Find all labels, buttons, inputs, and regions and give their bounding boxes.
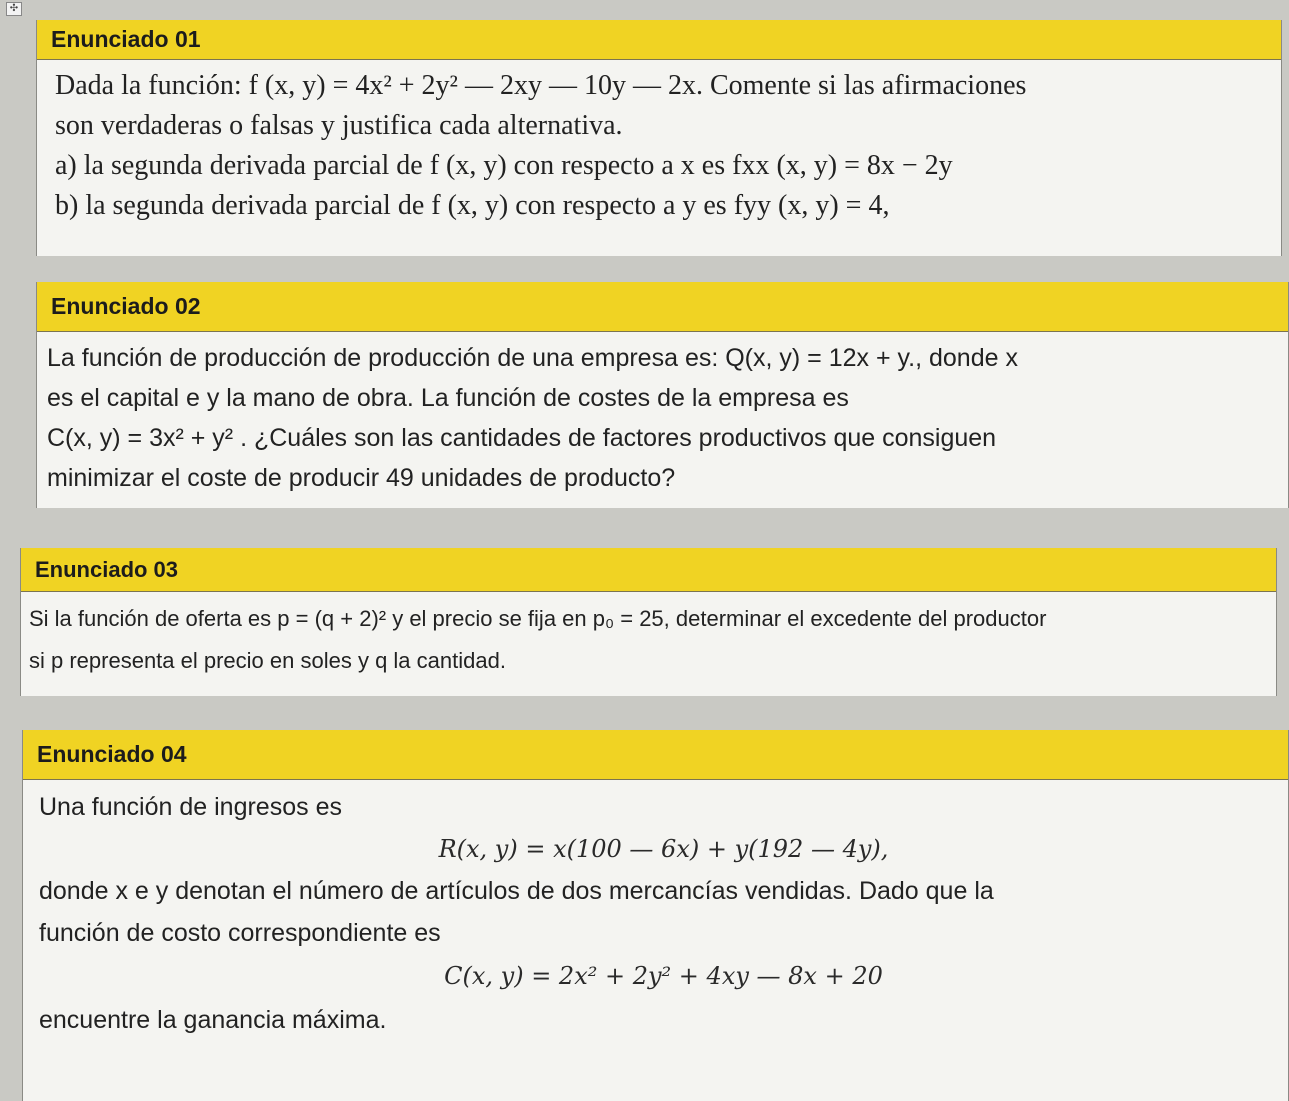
enunciado-01-body <box>37 60 1281 226</box>
enunciado-01-line-3: a) la segunda derivada parcial de f (x, y) con respecto a x es fxx (x, y) = 8x − 2y <box>55 150 953 181</box>
enunciado-03-title: Enunciado 03 <box>21 548 1276 592</box>
enunciado-03-line-2: si p representa el precio en soles y q la cantidad. <box>29 648 506 673</box>
enunciado-01-line-1: Dada la función: f (x, y) = 4x² + 2y² — 2xy — 10y — 2x. Comente si las afirmaciones <box>55 70 1027 101</box>
enunciado-04-outro: encuentre la ganancia máxima. <box>39 1006 387 1034</box>
enunciado-04-revenue-equation: R(x, y) = x(100 — 6x) + y(192 — 4y), <box>438 835 889 863</box>
enunciado-01-line-4: b) la segunda derivada parcial de f (x, y) con respecto a y es fyy (x, y) = 4, <box>55 190 890 221</box>
enunciado-02-line-2: es el capital e y la mano de obra. La función de costes de la empresa es <box>47 384 849 412</box>
enunciado-01-line-2: son verdaderas o falsas y justifica cada alternativa. <box>55 110 623 141</box>
enunciado-04-body <box>23 780 1288 1042</box>
enunciado-03-body <box>21 592 1276 682</box>
enunciado-02-card <box>36 282 1289 508</box>
enunciado-04-intro: Una función de ingresos es <box>39 793 342 821</box>
enunciado-02-line-3: C(x, y) = 3x² + y² . ¿Cuáles son las cantidades de factores productivos que consiguen <box>47 424 997 452</box>
enunciado-03-card <box>20 548 1277 696</box>
enunciado-03-line-1: Si la función de oferta es p = (q + 2)² y el precio se fija en p₀ = 25, determinar el excedente del productor <box>29 606 1047 631</box>
enunciado-04-line-mid-2: función de costo correspondiente es <box>39 919 441 947</box>
enunciado-02-line-1: La función de producción de producción de una empresa es: Q(x, y) = 12x + y., donde x <box>47 344 1018 372</box>
enunciado-04-title: Enunciado 04 <box>23 730 1288 780</box>
enunciado-04-line-mid-1: donde x e y denotan el número de artículos de dos mercancías vendidas. Dado que la <box>39 877 994 905</box>
enunciado-01-card <box>36 20 1282 256</box>
enunciado-04-cost-equation: C(x, y) = 2x² + 2y² + 4xy — 8x + 20 <box>444 962 883 990</box>
move-handle-icon[interactable]: ✣ <box>6 2 22 16</box>
enunciado-01-title: Enunciado 01 <box>37 20 1281 60</box>
enunciado-02-line-4: minimizar el coste de producir 49 unidades de producto? <box>47 464 676 492</box>
enunciado-04-card <box>22 730 1289 1101</box>
enunciado-02-body <box>37 332 1288 498</box>
enunciado-02-title: Enunciado 02 <box>37 282 1288 332</box>
